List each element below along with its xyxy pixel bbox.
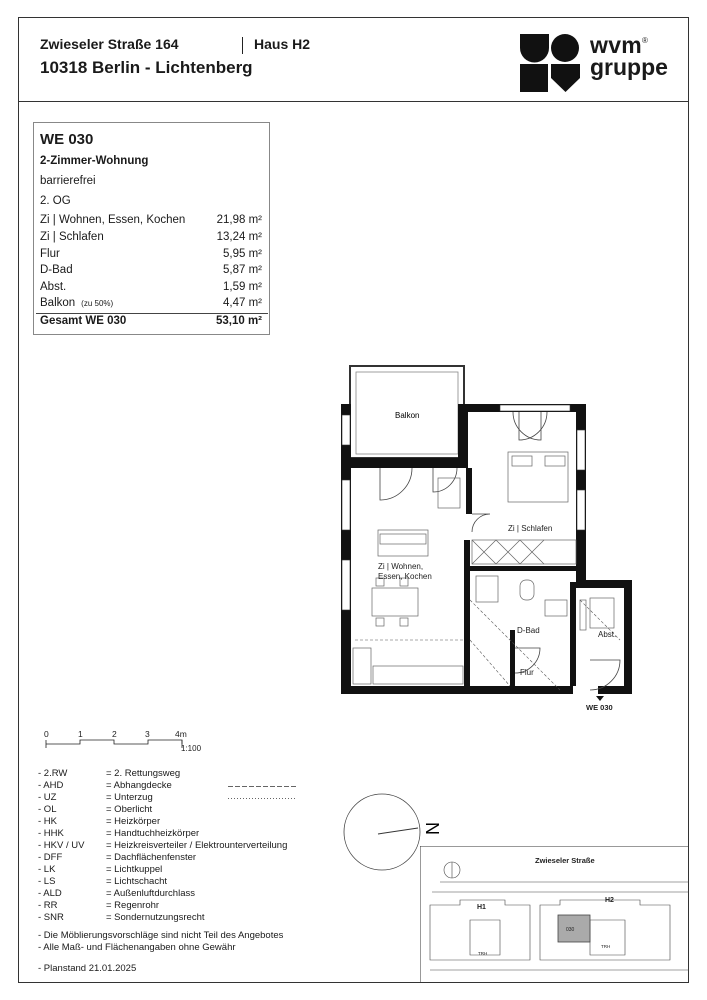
house-label: Haus H2 — [254, 36, 311, 52]
svg-text:N: N — [422, 822, 442, 835]
svg-text:2: 2 — [112, 729, 117, 739]
legend-row: - HKV / UV = Heizkreisverteiler / Elektrounterverteilung — [38, 840, 288, 851]
room-row: Zi | Wohnen, Essen, Kochen 21,98 m² — [40, 214, 262, 226]
legend-row: - SNR = Sondernutzungsrecht — [38, 912, 205, 923]
legend-dash-line — [228, 785, 296, 788]
site-trh-label-1: TRH — [478, 951, 488, 956]
legend-dot-line — [228, 797, 296, 800]
total-divider — [36, 313, 268, 314]
legend-row: - RR = Regenrohr — [38, 900, 160, 911]
legend-row: - LK = Lichtkuppel — [38, 864, 163, 875]
room-row: Balkon (zu 50%) 4,47 m² — [40, 297, 262, 309]
legend-row: - DFF = Dachflächenfenster — [38, 852, 197, 863]
room-row: Abst. 1,59 m² — [40, 281, 262, 293]
brand-subname: gruppe — [590, 54, 668, 80]
svg-text:1: 1 — [78, 729, 83, 739]
legend-row: - HHK = Handtuchheizkörper — [38, 828, 200, 839]
header-separator — [242, 37, 243, 54]
address-city: 10318 Berlin - Lichtenberg — [40, 58, 253, 77]
legend-row: - HK = Heizkörper — [38, 816, 161, 827]
site-plan — [420, 846, 689, 983]
room-row: D-Bad 5,87 m² — [40, 264, 262, 276]
plan-label-flur: Flur — [520, 668, 534, 677]
note-disclaimer: - Alle Maß- und Flächenangaben ohne Gewähr — [38, 942, 236, 953]
total-row: Gesamt WE 030 53,10 m² — [40, 315, 262, 327]
unit-type: 2-Zimmer-Wohnung — [40, 155, 149, 167]
brand-name: wvm® — [590, 32, 649, 58]
legend-row: - LS = Lichtschacht — [38, 876, 167, 887]
site-h1-label: H1 — [477, 904, 486, 911]
unit-feature: barrierefrei — [40, 175, 96, 187]
legend-row: - UZ = Unterzug — [38, 792, 338, 805]
header-divider — [18, 101, 689, 102]
site-trh-label-2: TRH — [601, 944, 611, 949]
address-street: Zwieseler Straße 164 — [40, 36, 179, 52]
legend-row: - OL = Oberlicht — [38, 804, 153, 815]
plan-date: - Planstand 21.01.2025 — [38, 963, 137, 974]
svg-text:0: 0 — [44, 729, 49, 739]
scale-bar — [38, 726, 238, 756]
legend-row: - ALD = Außenluftdurchlass — [38, 888, 195, 899]
unit-floor: 2. OG — [40, 195, 71, 207]
site-h2-label: H2 — [605, 897, 614, 904]
floor-plan — [330, 358, 650, 720]
plan-label-wohnen2: Essen, Kochen — [378, 572, 432, 581]
plan-label-schlafen: Zi | Schlafen — [508, 524, 553, 533]
note-furniture: - Die Möblierungsvorschläge sind nicht Teil des Angebotes — [38, 930, 284, 941]
svg-text:4m: 4m — [175, 729, 187, 739]
svg-text:1:100: 1:100 — [181, 744, 202, 753]
legend-row: - AHD = Abhangdecke — [38, 780, 338, 793]
plan-label-entry: WE 030 — [586, 703, 613, 712]
plan-label-abst: Abst. — [598, 630, 617, 639]
legend-row: - 2.RW = 2. Rettungsweg — [38, 768, 181, 779]
plan-label-wohnen1: Zi | Wohnen, — [378, 562, 424, 571]
room-row: Flur 5,95 m² — [40, 248, 262, 260]
site-street-label: Zwieseler Straße — [535, 856, 595, 865]
site-unit-label: 030 — [566, 927, 575, 933]
plan-label-bad: D-Bad — [517, 626, 540, 635]
svg-text:3: 3 — [145, 729, 150, 739]
room-row: Zi | Schlafen 13,24 m² — [40, 231, 262, 243]
unit-id: WE 030 — [40, 131, 94, 148]
plan-label-balkon: Balkon — [395, 411, 420, 420]
wvm-logo-icon — [520, 34, 580, 92]
